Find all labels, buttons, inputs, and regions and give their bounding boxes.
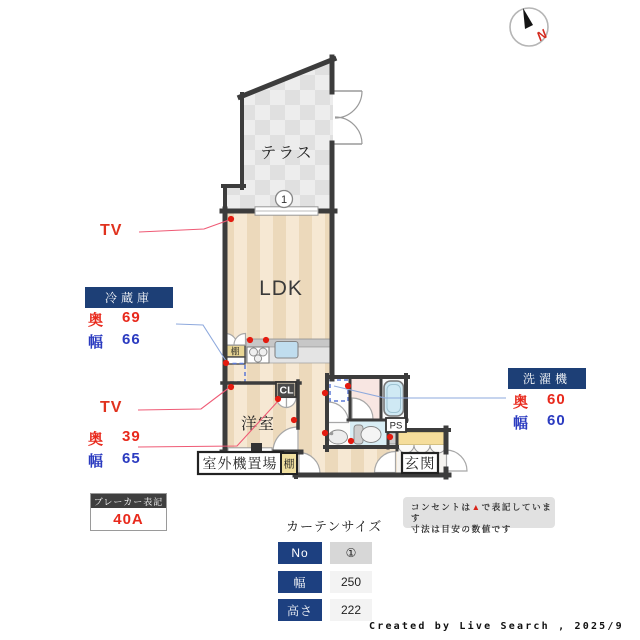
fridge-width-value: 66 bbox=[122, 331, 141, 348]
outlet-triangle-marker: ▲ bbox=[471, 502, 482, 512]
outlet-marker bbox=[247, 337, 253, 343]
entrance-label: 玄関 bbox=[404, 456, 436, 473]
washer-depth-label: 奥 bbox=[513, 394, 530, 411]
stove-burner bbox=[259, 348, 267, 356]
outlet-marker bbox=[345, 383, 351, 389]
curtain-row-value: 250 bbox=[330, 571, 372, 593]
curtain-row-label: 高さ bbox=[278, 599, 322, 621]
washer-depth-row bbox=[513, 391, 566, 412]
fridge-width-label: 幅 bbox=[88, 334, 105, 351]
fridge-leader bbox=[176, 324, 226, 361]
washer-title: 洗濯機 bbox=[508, 368, 586, 389]
kitchen-sink bbox=[275, 342, 298, 359]
washer-depth-value: 60 bbox=[547, 391, 566, 408]
closet-label: CL bbox=[279, 384, 294, 397]
lower-depth-row bbox=[88, 428, 141, 449]
washer-width-label: 幅 bbox=[513, 415, 530, 432]
curtain-row-no bbox=[278, 542, 372, 564]
toilet-bowl bbox=[361, 427, 381, 443]
outlet-note-line2: 寸法は目安の数値です bbox=[411, 524, 513, 534]
outlet-marker bbox=[228, 384, 234, 390]
stove-burner bbox=[254, 355, 261, 362]
tv-lower-label: TV bbox=[100, 399, 123, 416]
kitchen-shelf-label: 棚 bbox=[230, 346, 240, 357]
lower-depth-value: 39 bbox=[122, 428, 141, 445]
washbasin-faucet bbox=[330, 432, 334, 436]
fridge-title: 冷蔵庫 bbox=[85, 287, 173, 308]
lower-width-row bbox=[88, 450, 141, 471]
outlet-marker bbox=[348, 438, 354, 444]
entrance-door bbox=[447, 450, 468, 471]
note-line1-suffix: で表記しています bbox=[411, 502, 553, 523]
outlet-marker bbox=[275, 396, 281, 402]
terrace-label: テラス bbox=[260, 145, 314, 162]
curtain-row-height bbox=[278, 599, 372, 621]
tv-upper-label: TV bbox=[100, 222, 123, 239]
terrace-french-doors bbox=[334, 89, 365, 146]
ldk-label: LDK bbox=[259, 277, 303, 300]
fridge-depth-label: 奥 bbox=[88, 312, 105, 329]
fridge-depth-value: 69 bbox=[122, 309, 141, 326]
outlet-marker bbox=[322, 430, 328, 436]
curtain-row-value: ① bbox=[330, 542, 372, 564]
compass bbox=[510, 8, 550, 46]
tv-upper-leader bbox=[139, 220, 229, 232]
entrance-step-scallops bbox=[398, 445, 446, 453]
outlet-marker bbox=[387, 434, 393, 440]
washer-width-row bbox=[513, 412, 566, 433]
western-room-label: 洋室 bbox=[240, 416, 276, 433]
outlet-note-line1 bbox=[411, 502, 555, 524]
washer-width-value: 60 bbox=[547, 412, 566, 429]
outlet-marker bbox=[291, 417, 297, 423]
credit-text: Created by Live Search , 2025/9 bbox=[369, 621, 624, 632]
fridge-width-row bbox=[88, 331, 141, 352]
outlet-marker bbox=[322, 390, 328, 396]
hall-shelf-label: 棚 bbox=[283, 458, 295, 471]
curtain-table-title: カーテンサイズ bbox=[286, 519, 383, 534]
breaker-box bbox=[90, 493, 167, 531]
note-line1-prefix: コンセントは bbox=[411, 502, 472, 512]
pipe-space-label: PS bbox=[389, 420, 403, 432]
outlet-marker bbox=[228, 216, 234, 222]
fridge-depth-row bbox=[88, 309, 141, 330]
pillar-block bbox=[251, 443, 262, 452]
curtain-row-value: 222 bbox=[330, 599, 372, 621]
outlet-marker bbox=[223, 360, 229, 366]
tv-lower-leader bbox=[138, 387, 230, 410]
shoe-cabinet bbox=[398, 432, 444, 445]
outlet-note-box bbox=[403, 497, 555, 534]
breaker-title: ブレーカー表記 bbox=[91, 494, 166, 508]
lower-width-label: 幅 bbox=[88, 453, 105, 470]
lower-width-value: 65 bbox=[122, 450, 141, 467]
lower-depth-label: 奥 bbox=[88, 431, 105, 448]
curtain-row-width bbox=[278, 571, 372, 593]
washer-space-dashed bbox=[330, 380, 348, 401]
outdoor-unit-label: 室外機置場 bbox=[202, 455, 278, 472]
window-number: 1 bbox=[280, 193, 288, 206]
curtain-row-label: No bbox=[278, 542, 322, 564]
outlet-marker bbox=[263, 337, 269, 343]
curtain-row-label: 幅 bbox=[278, 571, 322, 593]
compass-north-label: N bbox=[533, 26, 550, 44]
breaker-value: 40A bbox=[113, 510, 144, 528]
